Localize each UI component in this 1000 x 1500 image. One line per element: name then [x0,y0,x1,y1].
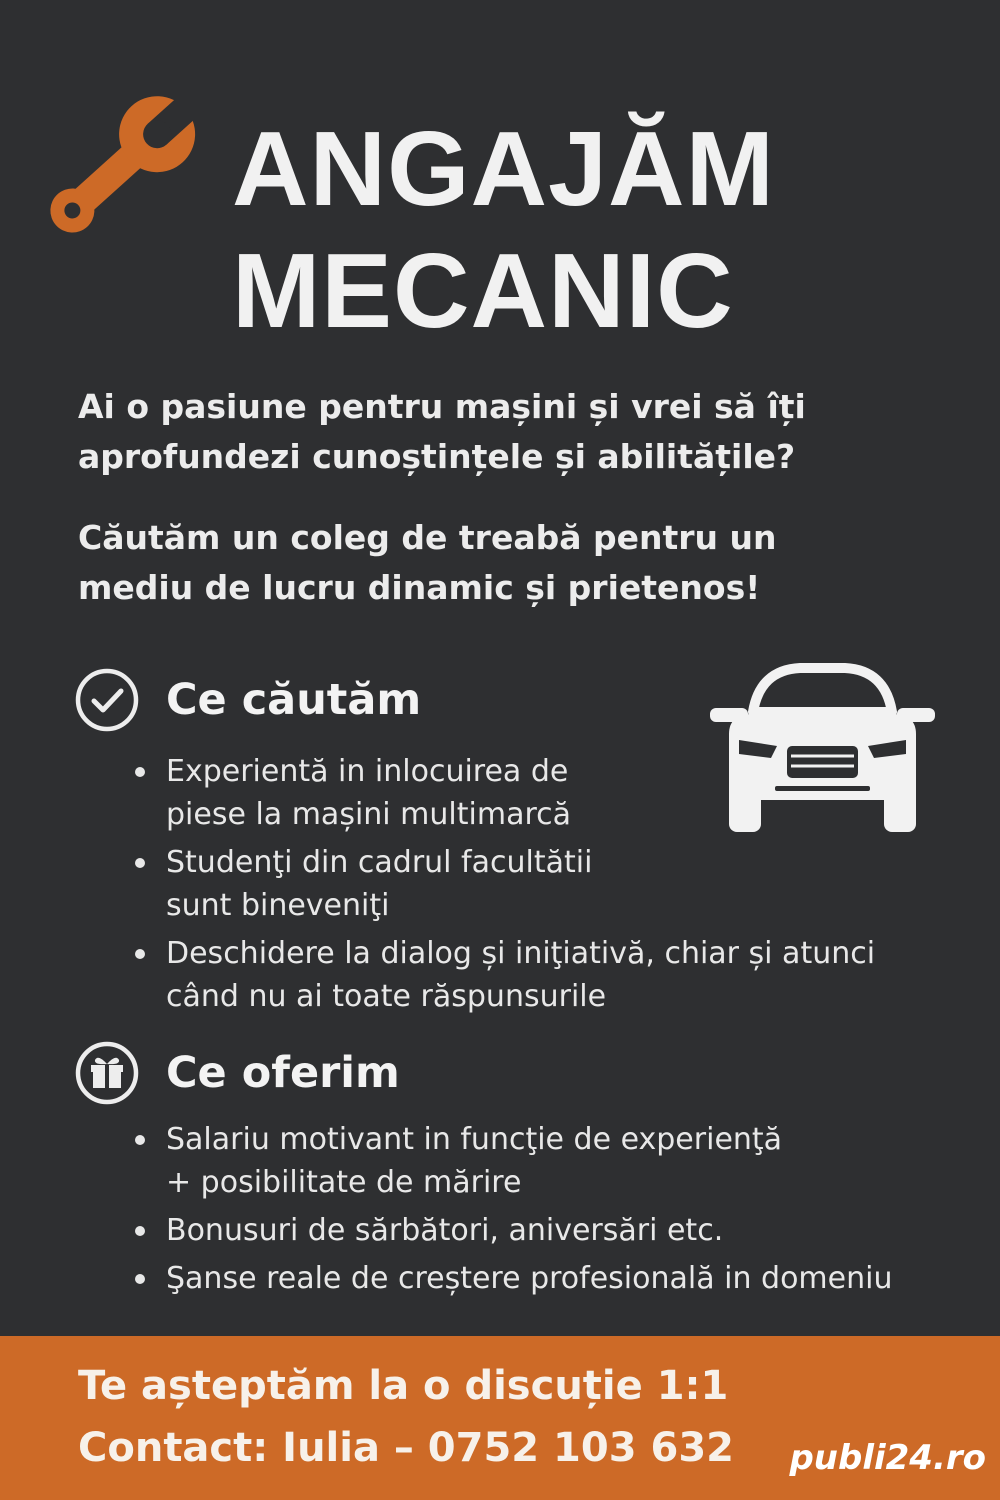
gift-circle-icon [74,1040,140,1106]
intro-p1-line: Ai o pasiune pentru mașini și vrei să îți [78,387,806,426]
list-item-line: Experientă in inlocuirea de [166,754,569,789]
list-item-line: + posibilitate de mărire [166,1165,522,1200]
looking-for-list [166,750,875,1018]
watermark: publi24.ro [789,1438,986,1478]
list-item-line: sunt bineveniţi [166,888,390,923]
contact-footer [0,1336,1000,1500]
list-item [166,932,875,1018]
title-line-1: ANGAJĂM [232,110,775,228]
intro-p1-line: aprofundezi cunoștințele și abilitățile? [78,437,796,476]
wrench-icon [22,85,207,260]
list-item-line: Deschidere la dialog și iniţiativă, chiar și atunci [166,936,876,971]
section-title-offer: Ce oferim [166,1048,400,1098]
list-item [166,841,875,927]
list-item-line: piese la mașini multimarcă [166,797,571,832]
list-item-line: Studenţi din cadrul facultătii [166,845,593,880]
list-item [166,1118,892,1204]
list-item-line: Şanse reale de creștere profesională in domeniu [166,1261,893,1296]
list-item [166,1257,892,1300]
intro-p2-line: Căutăm un coleg de treabă pentru un [78,518,777,557]
intro-paragraph-2 [78,513,978,613]
list-item-line: Bonusuri de sărbători, aniversări etc. [166,1213,724,1248]
footer-contact: Contact: Iulia – 0752 103 632 [78,1425,734,1471]
offer-list [166,1118,892,1300]
list-item [166,750,875,836]
section-title-looking-for: Ce căutăm [166,675,422,725]
footer-invitation: Te așteptăm la o discuție 1:1 [78,1363,729,1409]
list-item-line: când nu ai toate răspunsurile [166,979,607,1014]
intro-paragraph-1 [78,382,978,482]
list-item-line: Salariu motivant in funcţie de experienţă [166,1122,783,1157]
page-title [232,108,775,352]
title-line-2: MECANIC [232,232,734,350]
checkmark-circle-icon [74,667,140,733]
list-item [166,1209,892,1252]
intro-p2-line: mediu de lucru dinamic și prietenos! [78,568,761,607]
